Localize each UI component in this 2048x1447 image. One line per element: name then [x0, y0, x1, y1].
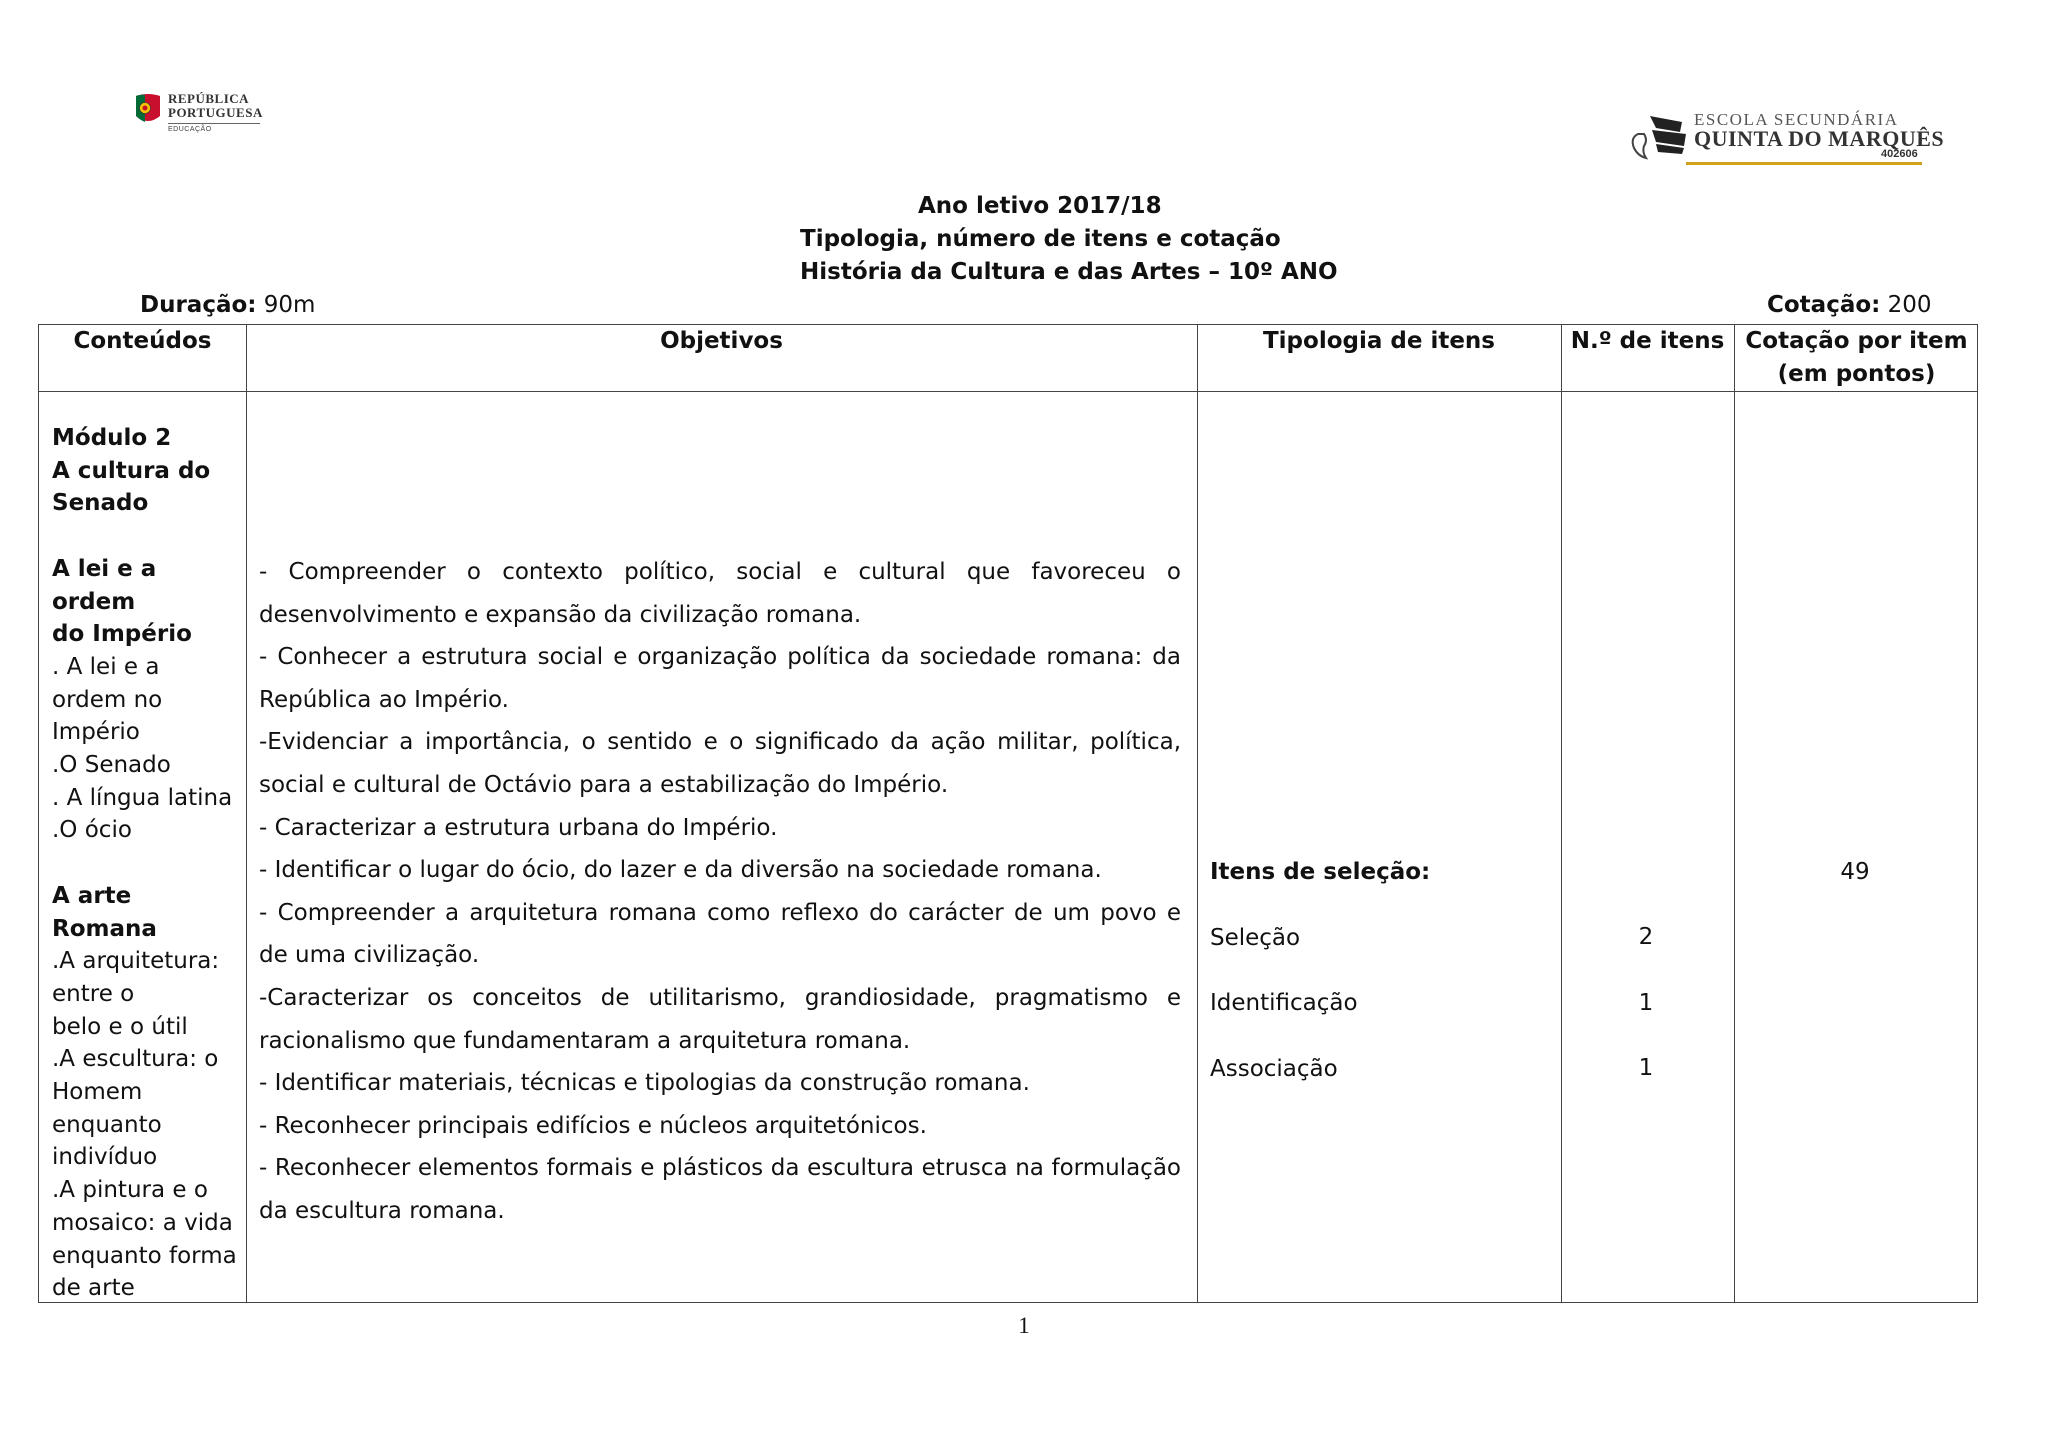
- objective-item: - Reconhecer elementos formais e plásticos da escultura etrusca na formulação da escultura romana.: [259, 1155, 1181, 1224]
- header-objectives: Objetivos: [660, 328, 783, 354]
- logo-right-underline: [1686, 162, 1922, 165]
- item-count: 1: [1638, 989, 1654, 1016]
- contents-line: .A pintura e o: [52, 1177, 208, 1204]
- total-score: [1767, 289, 1932, 322]
- column-divider: [1734, 325, 1735, 1302]
- objective-item: - Compreender o contexto político, social e cultural que favoreceu o desenvolvimento e expansão da civilização romana.: [259, 559, 1181, 628]
- objectives-column: [259, 551, 1181, 1233]
- contents-line: .O ócio: [52, 817, 132, 844]
- header-contents: Conteúdos: [73, 328, 212, 354]
- contents-line: enquanto forma: [52, 1242, 237, 1269]
- objective-item: - Conhecer a estrutura social e organização política da sociedade romana: da República ao Império.: [259, 644, 1181, 713]
- logo-left-divider: [168, 123, 260, 124]
- score-value: 200: [1880, 292, 1932, 318]
- portuguese-flag-icon: [134, 92, 162, 126]
- typology-item: Identificação: [1210, 990, 1358, 1016]
- logo-right-line2: QUINTA DO MARQUÊS: [1694, 126, 1945, 151]
- header-count: N.º de itens: [1570, 328, 1725, 354]
- contents-line: A cultura do: [52, 457, 211, 484]
- school-year-title: Ano letivo 2017/18: [918, 193, 1162, 219]
- contents-line: entre o: [52, 980, 135, 1007]
- logo-left-sub: EDUCAÇÃO: [168, 126, 212, 133]
- logo-right-code: 402606: [1881, 148, 1918, 160]
- contents-line: .A arquitetura:: [52, 948, 220, 975]
- contents-line: ordem no: [52, 686, 163, 713]
- item-score: 49: [1840, 859, 1870, 885]
- contents-line: . A lei e a: [52, 653, 160, 680]
- contents-line: enquanto: [52, 1111, 162, 1138]
- contents-spacer: [52, 847, 242, 880]
- typology-column: [1210, 840, 1540, 1102]
- column-divider: [1561, 325, 1562, 1302]
- score-column: [1735, 840, 1975, 906]
- contents-line: Módulo 2: [52, 425, 172, 451]
- logo-right-line1: ESCOLA SECUNDÁRIA: [1694, 110, 1899, 129]
- contents-line: de arte: [52, 1275, 135, 1302]
- typology-title: Itens de seleção:: [1210, 859, 1431, 885]
- contents-column: [52, 422, 242, 1305]
- school-emblem-icon: [1626, 104, 1696, 166]
- contents-line: .A escultura: o: [52, 1046, 219, 1073]
- contents-line: .O Senado: [52, 752, 171, 779]
- header-score-line1: Cotação por item: [1745, 328, 1968, 354]
- republica-portuguesa-logo: [134, 92, 263, 133]
- school-logo: [1626, 104, 1946, 174]
- contents-line: Império: [52, 719, 140, 746]
- item-count: 1: [1638, 1055, 1654, 1081]
- duration: [140, 289, 315, 322]
- header-typology: Tipologia de itens: [1262, 328, 1495, 354]
- items-table: [38, 324, 1978, 1303]
- objective-item: - Caracterizar a estrutura urbana do Império.: [259, 814, 778, 841]
- column-divider: [246, 325, 247, 1302]
- objective-item: - Identificar o lugar do ócio, do lazer e da diversão na sociedade romana.: [259, 857, 1102, 884]
- header-score: [1734, 325, 1979, 391]
- objective-item: -Caracterizar os conceitos de utilitarismo, grandiosidade, pragmatismo e racionalismo que fundamentaram a arquitetura romana.: [259, 984, 1181, 1054]
- duration-value: 90m: [256, 292, 316, 318]
- logo-left-line2: PORTUGUESA: [168, 105, 263, 120]
- header-divider: [39, 391, 1977, 392]
- page-number: 1: [1018, 1313, 1030, 1338]
- objective-item: - Compreender a arquitetura romana como reflexo do carácter de um povo e de uma civilização.: [259, 899, 1181, 969]
- typology-item: Associação: [1210, 1055, 1338, 1082]
- score-label: Cotação:: [1767, 292, 1881, 318]
- contents-line: do Império: [52, 621, 192, 648]
- contents-line: . A língua latina: [52, 784, 233, 811]
- contents-line: Homem: [52, 1079, 143, 1106]
- contents-line: belo e o útil: [52, 1013, 188, 1040]
- contents-line: indivíduo: [52, 1144, 158, 1171]
- contents-line: A lei e a ordem: [52, 555, 157, 615]
- item-count: 2: [1638, 924, 1654, 950]
- objective-item: -Evidenciar a importância, o sentido e o significado da ação militar, política, social e cultural de Octávio para a estabilização do Império.: [259, 729, 1181, 798]
- contents-spacer: [52, 520, 242, 553]
- count-column: [1561, 905, 1731, 1102]
- contents-line: mosaico: a vida: [52, 1209, 233, 1236]
- header-score-line2: (em pontos): [1777, 361, 1936, 387]
- course-title: História da Cultura e das Artes – 10º ANO: [800, 259, 1338, 285]
- objective-item: - Identificar materiais, técnicas e tipologias da construção romana.: [259, 1070, 1030, 1097]
- objective-item: - Reconhecer principais edifícios e núcleos arquitetónicos.: [259, 1112, 927, 1139]
- contents-line: A arte Romana: [52, 882, 157, 942]
- document-subtitle: Tipologia, número de itens e cotação: [800, 226, 1281, 252]
- contents-line: Senado: [52, 490, 149, 517]
- typology-item: Seleção: [1210, 924, 1301, 951]
- logo-left-line1: REPÚBLICA: [168, 91, 250, 106]
- column-divider: [1197, 325, 1198, 1302]
- duration-label: Duração:: [140, 292, 257, 318]
